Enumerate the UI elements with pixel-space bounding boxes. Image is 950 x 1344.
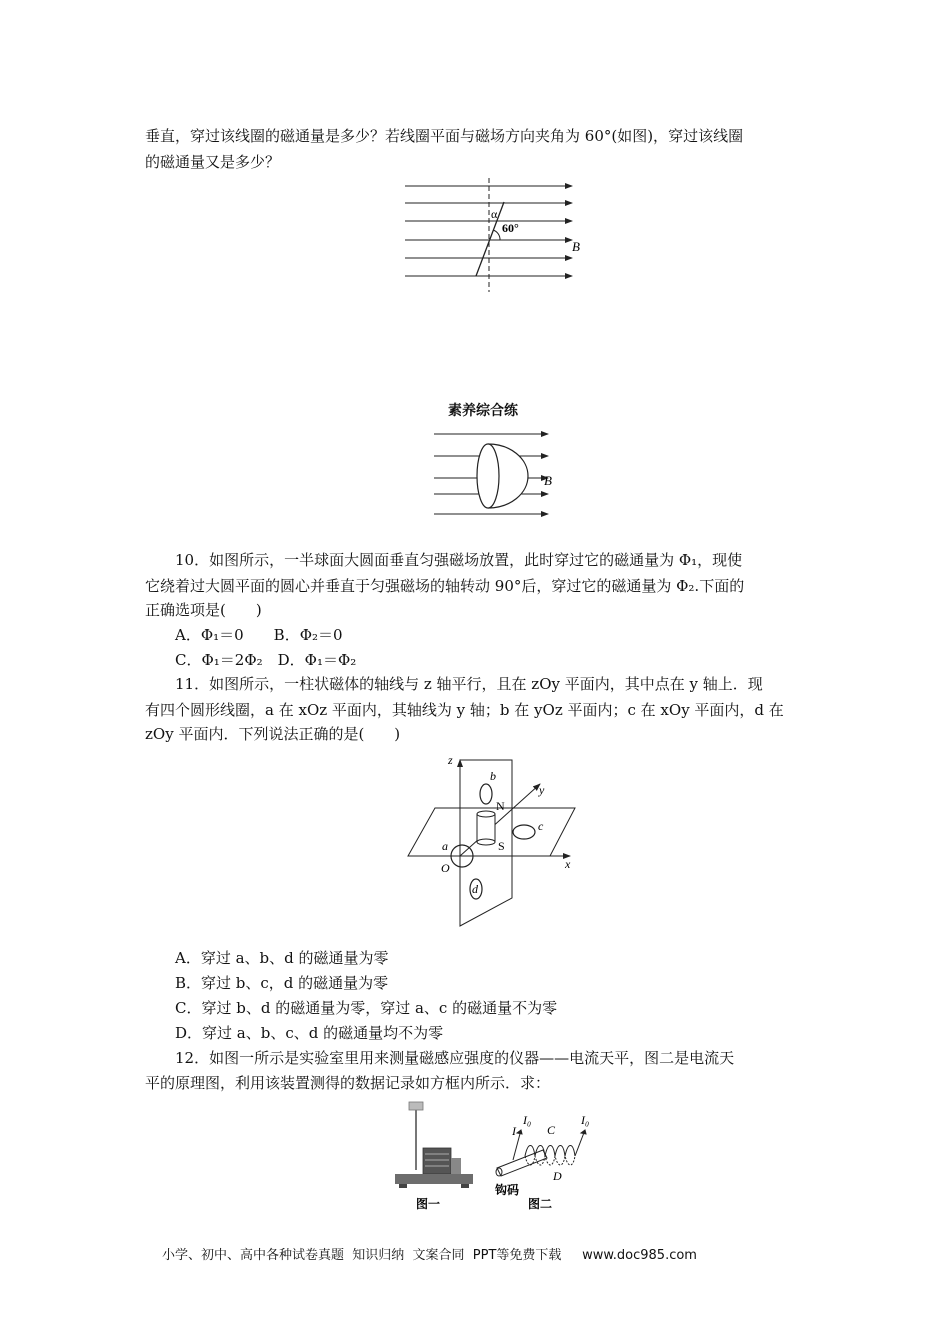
q10-options-row-2: C．Φ₁＝2Φ₂ D．Φ₁＝Φ₂ bbox=[175, 651, 357, 669]
i0-label-left: I₀ bbox=[523, 1113, 532, 1127]
field-label-b: B bbox=[544, 473, 552, 488]
q10-options-row-1: A．Φ₁＝0 B．Φ₂＝0 bbox=[175, 626, 343, 644]
magnet bbox=[477, 811, 495, 845]
q11-line-3: zOy 平面内．下列说法正确的是( ) bbox=[145, 725, 401, 743]
q11-line-1: 11．如图所示，一柱状磁体的轴线与 z 轴平行，且在 zOy 平面内，其中点在 y 轴上．现 bbox=[175, 675, 763, 693]
figure-current-balance bbox=[385, 1100, 600, 1215]
angle-label: 60° bbox=[502, 221, 519, 235]
figure-hemisphere-in-field bbox=[430, 426, 560, 526]
s-pole-label: S bbox=[498, 839, 505, 853]
q11-option-c: C．穿过 b、d 的磁通量为零，穿过 a、c 的磁通量不为零 bbox=[175, 999, 558, 1017]
x-label: x bbox=[565, 857, 571, 871]
d-label: d bbox=[472, 882, 478, 896]
intro-line-2: 的磁通量又是多少？ bbox=[145, 153, 281, 171]
b-label: b bbox=[490, 769, 496, 783]
intro-line-1: 垂直，穿过该线圈的磁通量是多少？若线圈平面与磁场方向夹角为 60°(如图)，穿过该线圈 bbox=[145, 127, 744, 145]
footer-ad-text: 小学、初中、高中各种试卷真题 知识归纳 文案合同 PPT等免费下载 www.doc985.com bbox=[162, 1248, 697, 1263]
origin-label: O bbox=[441, 861, 450, 875]
y-label: y bbox=[539, 783, 545, 797]
q12-line-2: 平的原理图，利用该装置测得的数据记录如方框内所示．求： bbox=[145, 1074, 551, 1092]
q10-line-2: 它绕着过大圆平面的圆心并垂直于匀强磁场的轴转动 90°后，穿过它的磁通量为 Φ₂.下面的 bbox=[145, 577, 745, 595]
n-pole-label: N bbox=[496, 799, 505, 813]
caption-figure-1: 图一 bbox=[416, 1197, 441, 1211]
angle-arc bbox=[493, 230, 500, 240]
figure-coil-in-field bbox=[400, 176, 590, 296]
z-label: z bbox=[448, 753, 453, 767]
q11-option-d: D．穿过 a、b、c、d 的磁通量均不为零 bbox=[175, 1024, 444, 1042]
coil-b bbox=[480, 784, 492, 804]
q11-line-2: 有四个圆形线圈，a 在 xOz 平面内，其轴线为 y 轴；b 在 yOz 平面内；c 在 xOy 平面内，d 在 bbox=[145, 701, 784, 719]
c-label: C bbox=[547, 1123, 556, 1137]
current-balance-photo bbox=[395, 1102, 473, 1188]
c-label: c bbox=[538, 819, 544, 833]
caption-figure-2: 图二 bbox=[528, 1197, 553, 1211]
i-label: I bbox=[512, 1124, 516, 1138]
figure-magnet-coils bbox=[400, 750, 590, 932]
section-heading: 素养综合练 bbox=[448, 403, 518, 419]
weight-label: 钩码 bbox=[495, 1183, 520, 1197]
q10-line-1: 10．如图所示，一半球面大圆面垂直匀强磁场放置，此时穿过它的磁通量为 Φ₁，现使 bbox=[175, 551, 743, 569]
q12-line-1: 12．如图一所示是实验室里用来测量磁感应强度的仪器——电流天平，图二是电流天 bbox=[175, 1049, 735, 1067]
field-label-b: B bbox=[572, 239, 580, 254]
coil-c bbox=[513, 825, 535, 839]
a-label: a bbox=[442, 839, 448, 853]
alpha-label: α bbox=[491, 207, 498, 221]
i0-label-right: I₀ bbox=[581, 1113, 590, 1127]
q11-option-a: A．穿过 a、b、d 的磁通量为零 bbox=[175, 949, 389, 967]
hemisphere bbox=[477, 444, 528, 508]
current-balance-schematic bbox=[496, 1130, 586, 1176]
q11-option-b: B．穿过 b、c，d 的磁通量为零 bbox=[175, 974, 389, 992]
d-label: D bbox=[553, 1169, 562, 1183]
q10-line-3: 正确选项是( ) bbox=[145, 601, 262, 619]
